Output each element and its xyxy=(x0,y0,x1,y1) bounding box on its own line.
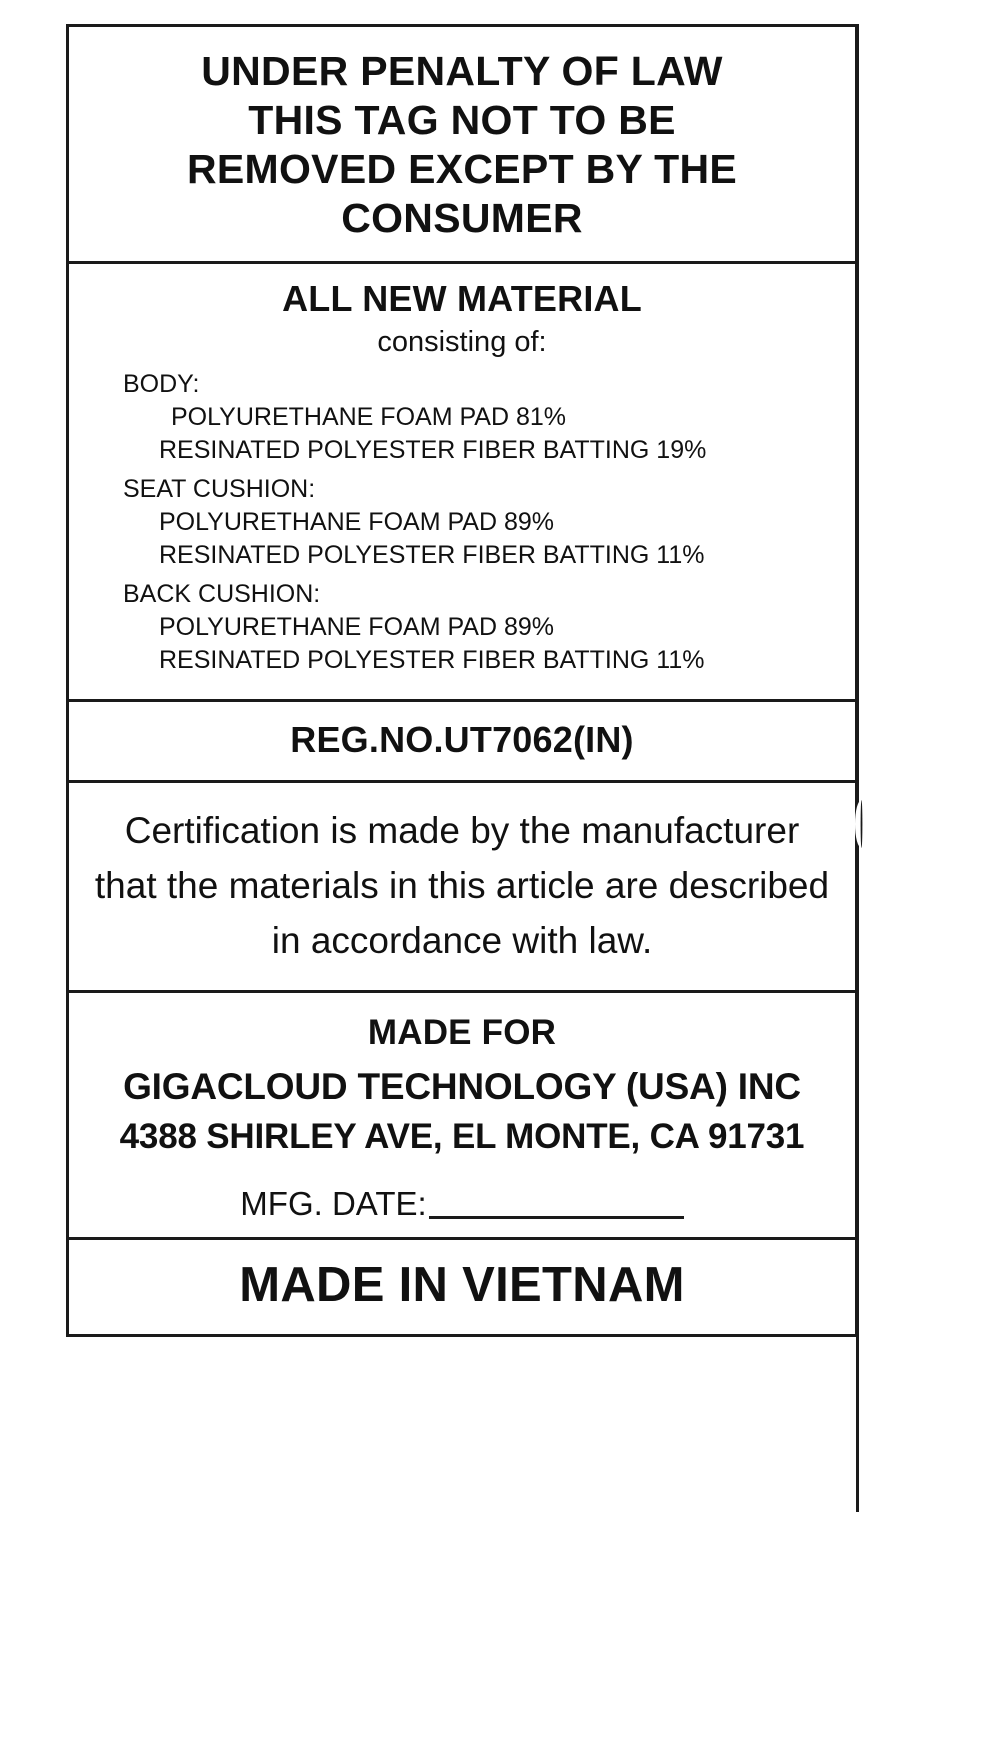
certification-section xyxy=(69,783,855,993)
material-group-title: SEAT CUSHION: xyxy=(123,475,316,503)
certification-line-2: that the materials in this article are described xyxy=(94,865,830,906)
materials-subheading: consisting of: xyxy=(377,326,547,358)
penalty-notice-line-1: UNDER PENALTY OF LAW xyxy=(201,48,723,94)
country-of-origin-section: MADE IN VIETNAM xyxy=(239,1258,685,1312)
material-group-title: BACK CUSHION: xyxy=(123,580,321,608)
materials-section xyxy=(69,264,855,702)
mfg-date-label: MFG. DATE: xyxy=(240,1185,427,1222)
certification-line-3: in accordance with law. xyxy=(271,920,653,961)
registration-number-section: REG.NO.UT7062(IN) xyxy=(69,702,855,783)
made-for-address: 4388 SHIRLEY AVE, EL MONTE, CA 91731 xyxy=(119,1117,805,1156)
penalty-notice-line-4: CONSUMER xyxy=(341,195,583,241)
material-group-back-cushion xyxy=(87,578,837,677)
made-for-section xyxy=(69,993,855,1240)
material-group-item: RESINATED POLYESTER FIBER BATTING 11% xyxy=(159,646,705,674)
mfg-date-row xyxy=(69,1167,855,1237)
penalty-notice-line-3: REMOVED EXCEPT BY THE xyxy=(186,146,738,192)
material-group-item: POLYURETHANE FOAM PAD 81% xyxy=(171,403,566,431)
material-group-title: BODY: xyxy=(123,370,200,398)
material-group-item: RESINATED POLYESTER FIBER BATTING 11% xyxy=(159,541,705,569)
made-for-title: MADE FOR xyxy=(367,1013,557,1052)
material-group-item: RESINATED POLYESTER FIBER BATTING 19% xyxy=(159,436,707,464)
mfg-date-blank-field[interactable] xyxy=(429,1186,684,1219)
penalty-notice-section xyxy=(69,27,855,264)
made-for-company: GIGACLOUD TECHNOLOGY (USA) INC xyxy=(123,1066,801,1107)
materials-heading: ALL NEW MATERIAL xyxy=(282,278,642,319)
material-group-item: POLYURETHANE FOAM PAD 89% xyxy=(159,613,554,641)
law-label-tag xyxy=(66,24,858,1337)
material-group-body xyxy=(87,368,837,467)
penalty-notice-line-2: THIS TAG NOT TO BE xyxy=(248,97,676,143)
tag-right-edge-notch xyxy=(855,800,868,848)
certification-line-1: Certification is made by the manufacturer xyxy=(124,810,800,851)
material-group-seat-cushion xyxy=(87,473,837,572)
material-group-item: POLYURETHANE FOAM PAD 89% xyxy=(159,508,554,536)
tag-right-edge-rule xyxy=(856,24,859,1512)
